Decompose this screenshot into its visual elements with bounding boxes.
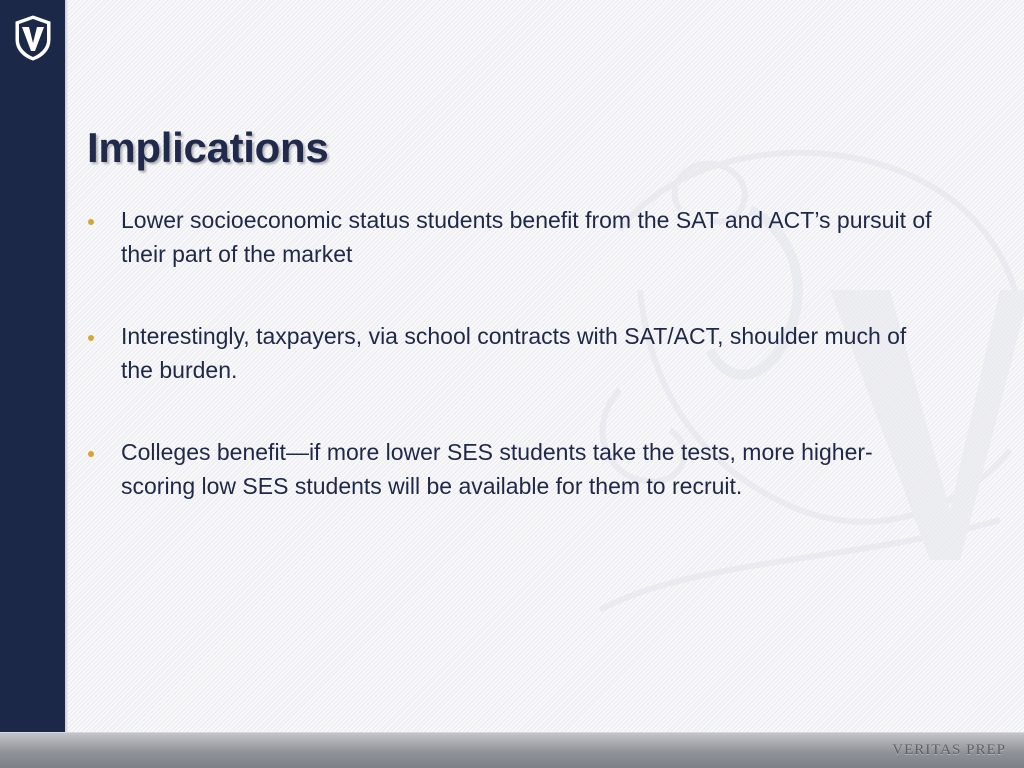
bullet-item bbox=[88, 319, 938, 387]
bullet-text: Colleges benefit—if more lower SES students take the tests, more higher-scoring low SES students will be available for them to recruit. bbox=[121, 439, 873, 499]
footer-bar bbox=[0, 732, 1024, 768]
bullet-text: Lower socioeconomic status students benefit from the SAT and ACT’s pursuit of their part of the market bbox=[121, 207, 932, 267]
bullet-dot-icon bbox=[88, 451, 94, 457]
footer-brand: VERITAS PREP bbox=[892, 742, 1006, 758]
bullet-text: Interestingly, taxpayers, via school contracts with SAT/ACT, shoulder much of the burden. bbox=[121, 323, 907, 383]
bullet-list bbox=[88, 203, 938, 551]
bullet-item bbox=[88, 435, 938, 503]
bullet-item bbox=[88, 203, 938, 271]
slide-title: Implications bbox=[87, 124, 329, 171]
bullet-dot-icon bbox=[88, 219, 94, 225]
sidebar-edge bbox=[65, 0, 68, 732]
sidebar-band bbox=[0, 0, 65, 732]
veritas-v-shield-icon bbox=[12, 14, 54, 62]
bullet-dot-icon bbox=[88, 335, 94, 341]
